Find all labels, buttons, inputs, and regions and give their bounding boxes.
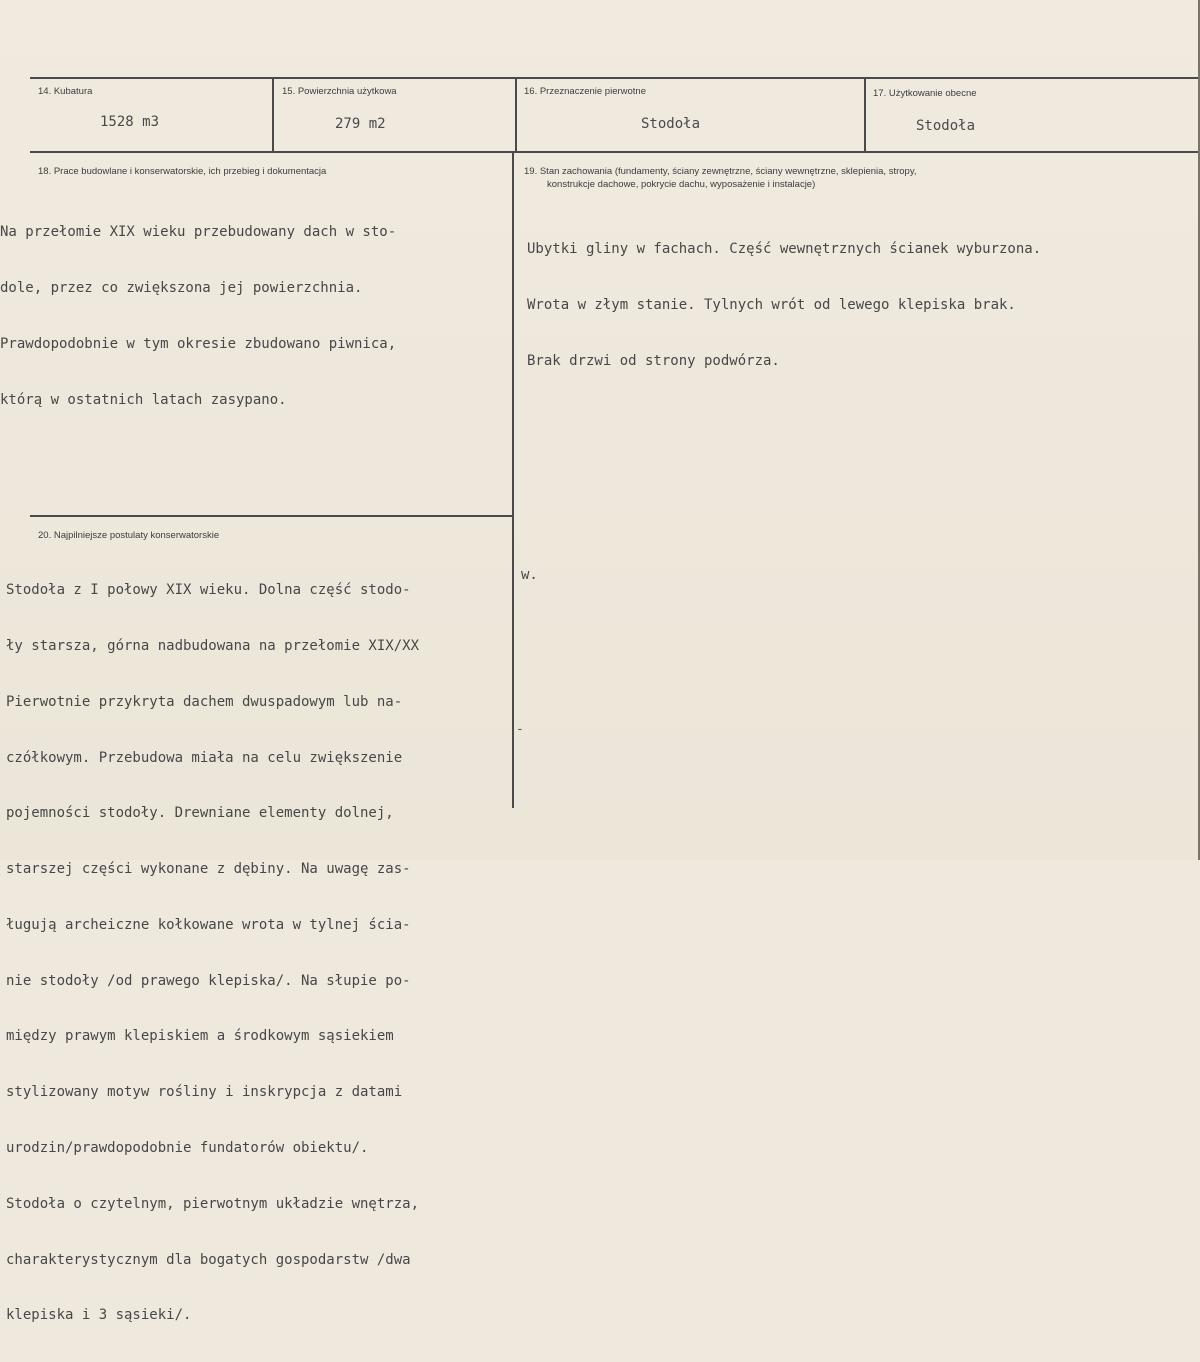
field-18-line: Na przełomie XIX wieku przebudowany dach w sto- (0, 224, 397, 241)
field-20-line: ługują archeiczne kołkowane wrota w tylnej ścia- (6, 916, 411, 933)
field-18-20-divider (30, 515, 513, 517)
field-18-line: którą w ostatnich latach zasypano. (0, 391, 287, 408)
top-row-bottom-border (30, 151, 1200, 153)
field-16-label: 16. Przeznaczenie pierwotne (524, 86, 646, 97)
field-20-line: Stodoła z I połowy XIX wieku. Dolna część stodo- (6, 582, 411, 599)
field-19-line: Brak drzwi od strony podwórza. (527, 352, 780, 369)
central-divider (512, 152, 514, 808)
field-19-text (527, 203, 1041, 408)
field-20-line: starszej części wykonane z dębiny. Na uwagę zas- (6, 861, 411, 878)
field-20-overflow-text: w. (521, 567, 538, 583)
field-20-line: klepiska i 3 sąsieki/. (6, 1307, 192, 1324)
field-20-line: charakterystycznym dla bogatych gospodarstw /dwa (6, 1251, 411, 1268)
field-20-line: Stodoła o czytelnym, pierwotnym układzie wnętrza, (6, 1195, 420, 1212)
field-20-line: urodzin/prawdopodobnie fundatorów obiektu/. (6, 1140, 369, 1156)
field-14-label: 14. Kubatura (38, 86, 93, 97)
field-20-line: między prawym klepiskiem a środkowym sąsiekiem (6, 1028, 394, 1045)
field-19-label-line2: konstrukcje dachowe, pokrycie dachu, wyposażenie i instalacje) (547, 179, 816, 190)
field-20-line: Pierwotnie przykryta dachem dwuspadowym lub na- (6, 693, 403, 710)
field-19-label-line1: 19. Stan zachowania (fundamenty, ściany zewnętrzne, ściany wewnętrzne, sklepienia, stropy, (524, 166, 917, 177)
field-14-value: 1528 m3 (100, 114, 160, 130)
field-17-label: 17. Użytkowanie obecne (873, 88, 977, 99)
field-20-text (6, 544, 419, 1362)
field-18-line: dole, przez co zwiększona jej powierzchnia. (0, 279, 363, 296)
field-19-line: Wrota w złym stanie. Tylnych wrót od lewego klepiska brak. (527, 296, 1016, 313)
field-20-line: ły starsza, górna nadbudowana na przełomie XIX/XX (6, 637, 420, 654)
stray-mark: - (516, 722, 524, 737)
field-19-line: Ubytki gliny w fachach. Część wewnętrznych ścianek wyburzona. (527, 241, 1042, 258)
field-17-value: Stodoła (916, 118, 976, 134)
field-15-label: 15. Powierzchnia użytkowa (282, 86, 397, 97)
field-18-text (0, 186, 396, 446)
field-20-line: stylizowany motyw rośliny i inskrypcja z datami (6, 1084, 403, 1101)
field-18-label: 18. Prace budowlane i konserwatorskie, ich przebieg i dokumentacja (38, 166, 327, 177)
field-20-line: czółkowym. Przebudowa miała na celu zwiększenie (6, 749, 403, 766)
field-18-line: Prawdopodobnie w tym okresie zbudowano piwnica, (0, 335, 397, 352)
field-20-label: 20. Najpilniejsze postulaty konserwatorskie (38, 530, 220, 541)
divider-16-17 (864, 78, 866, 152)
field-16-value: Stodoła (641, 116, 701, 132)
divider-14-15 (272, 78, 274, 152)
field-20-line: pojemności stodoły. Drewniane elementy dolnej, (6, 805, 394, 822)
divider-15-16 (515, 78, 517, 152)
field-20-line: nie stodoły /od prawego klepiska/. Na słupie po- (6, 972, 411, 989)
top-row-border (30, 77, 1200, 79)
field-15-value: 279 m2 (335, 116, 386, 132)
